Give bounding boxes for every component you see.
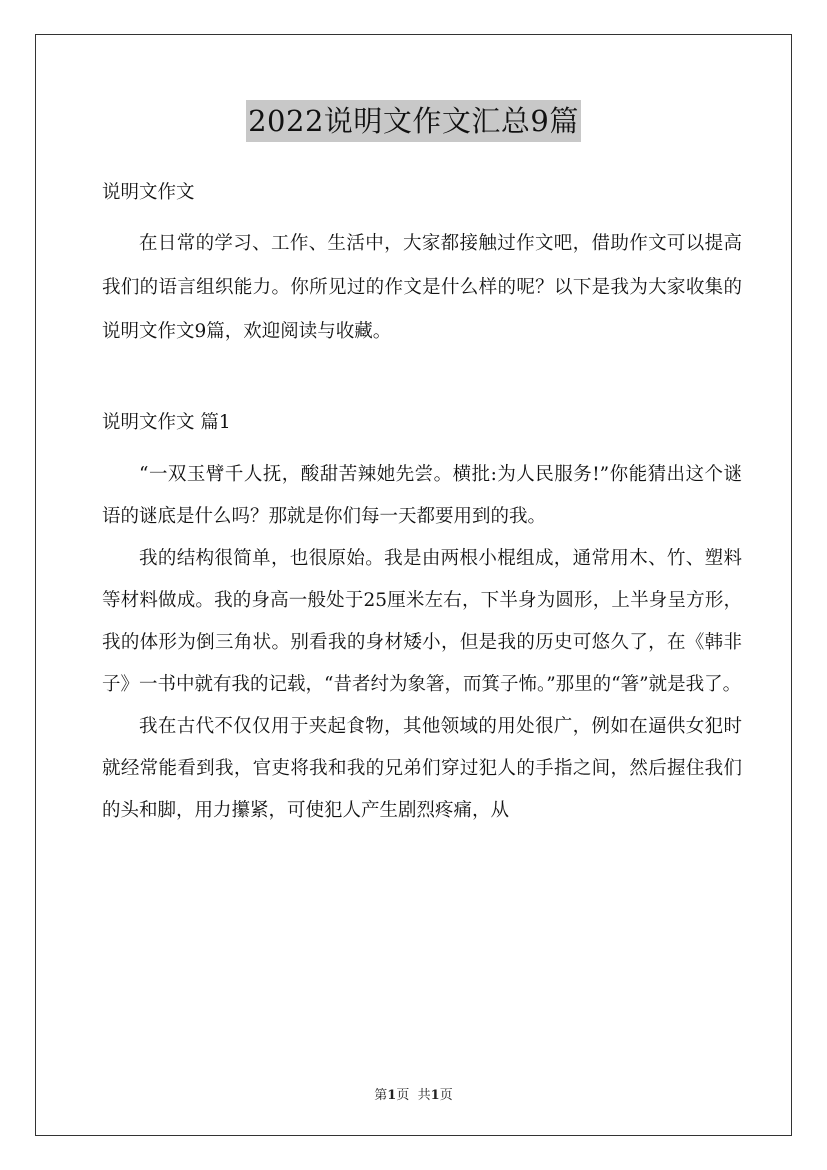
intro-paragraph: 在日常的学习、工作、生活中，大家都接触过作文吧，借助作文可以提高我们的语言组织能力。你所见过的作文是什么样的呢？以下是我为大家收集的说明文作文9篇，欢迎阅读与收藏。	[102, 233, 742, 342]
total-unit: 页	[439, 1088, 453, 1103]
body-paragraph: 我的结构很简单，也很原始。我是由两根小棍组成，通常用木、竹、塑料等材料做成。我的身高一般处于25厘米左右，下半身为圆形，上半身呈方形，我的体形为倒三角状。别看我的身材矮小，但是我的历史可悠久了，在《韩非子》一书中就有我的记载，“昔者纣为象箸，而箕子怖。”那里的“箸”就是我了。	[102, 548, 742, 695]
section-heading: 说明文作文 篇1	[102, 412, 231, 433]
document-title: 2022说明文作文汇总9篇	[246, 100, 581, 142]
title-wrap	[0, 100, 827, 142]
body-paragraph: “一双玉臂千人抚，酸甜苦辣她先尝。横批:为人民服务!”你能猜出这个谜语的谜底是什么吗？那就是你们每一天都要用到的我。	[102, 464, 742, 527]
body-paragraph: 我在古代不仅仅用于夹起食物，其他领域的用处很广，例如在逼供女犯时就经常能看到我，官吏将我和我的兄弟们穿过犯人的手指之间，然后握住我们的头和脚，用力攥紧，可使犯人产生剧烈疼痛，从	[102, 716, 742, 821]
page-footer	[0, 1084, 827, 1103]
page-number: 1	[387, 1088, 397, 1103]
intro-heading: 说明文作文	[102, 182, 195, 203]
total-pages: 1	[430, 1088, 440, 1103]
page-label: 第	[374, 1088, 388, 1103]
page-unit: 页	[396, 1088, 410, 1103]
document-body	[102, 170, 742, 832]
total-label: 共	[417, 1088, 431, 1103]
